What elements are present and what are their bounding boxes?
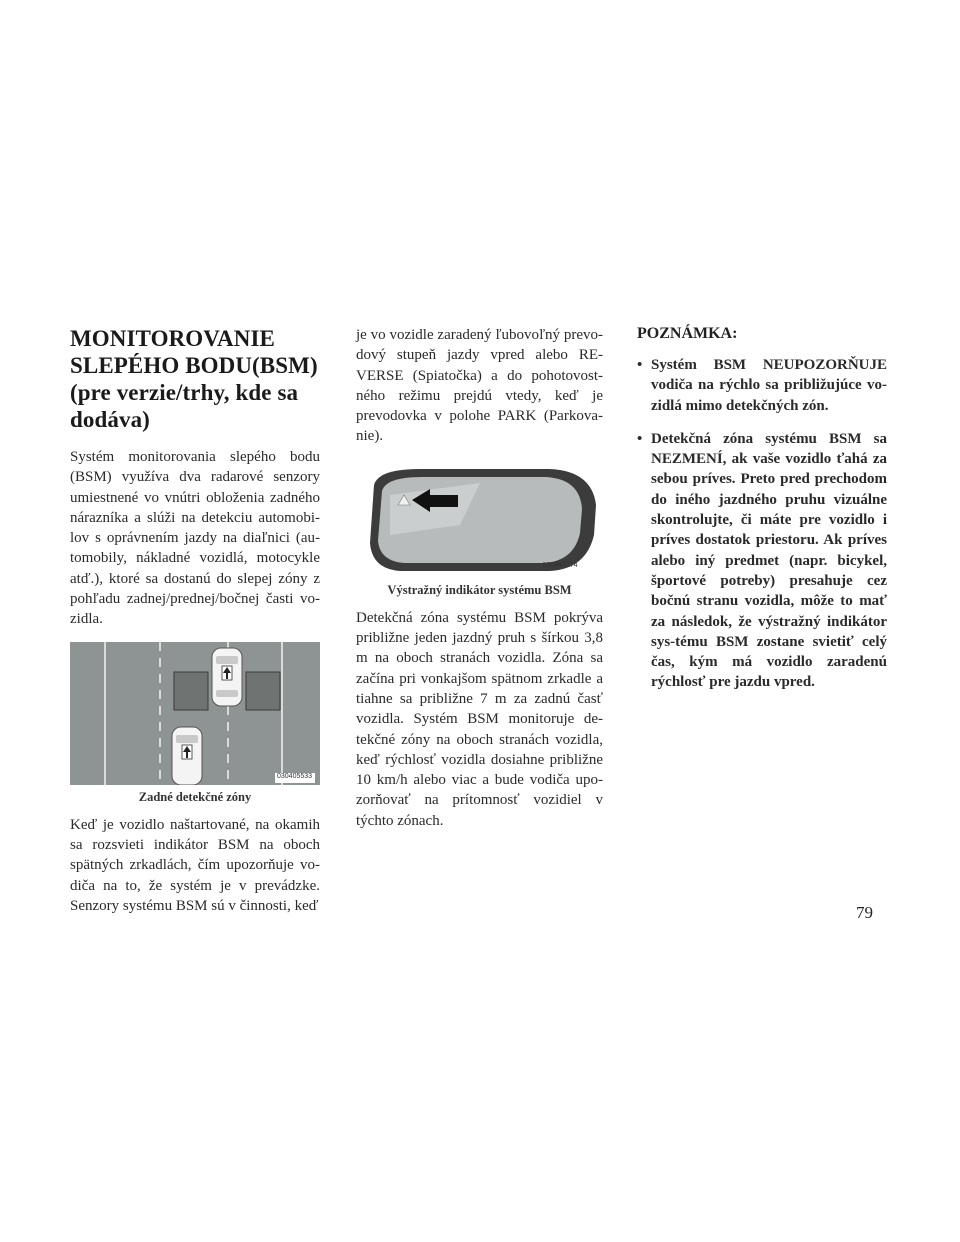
note-heading: POZNÁMKA: (637, 325, 738, 342)
title-line-3: (pre verzie/trhy, kde sa (70, 380, 299, 405)
page-number: 79 (856, 903, 873, 922)
bullet-icon: • (637, 430, 643, 447)
note-item (637, 355, 887, 416)
mirror-warning-figure (360, 465, 600, 575)
column-middle (356, 325, 603, 831)
note-item (637, 429, 887, 693)
title-line-4: dodáva) (70, 407, 150, 432)
title-line-1: MONITOROVANIE (70, 326, 275, 351)
left-detection-zone (174, 672, 208, 710)
bullet-icon: • (637, 357, 643, 373)
figure-caption: Výstražný indikátor systému BSM (387, 582, 572, 597)
vehicle-bottom (172, 727, 202, 785)
section-title (70, 325, 320, 433)
column-right (637, 325, 887, 706)
title-line-2: SLEPÉHO BODU(BSM) (70, 353, 318, 378)
vehicle-top (212, 648, 242, 706)
startup-paragraph: Keď je vozidlo naštartované, na okamih sa rozsvieti indikátor BSM na oboch spätných zrkadlách, čím upozorňuje vo-diča na to, že systém je v prevádzke. Senzory systému BSM sú v činnosti, keď (70, 816, 320, 914)
figure-code: 030405533 (277, 772, 313, 780)
figure-caption: Zadné detekčné zóny (138, 789, 252, 804)
operation-paragraph: je vo vozidle zaradený ľubovoľný prevo-dový stupeň jazdy vpred alebo RE-VERSE (Spiatočka) a do pohotovost-ného režimu prejdú vtedy, keď je prevodovka v polohe PARK (Parkova-nie). (356, 327, 603, 445)
note-text: Systém BSM NEUPOZORŇUJE vodiča na rýchlo sa približujúce vo-zidlá mimo detekčných zón. (651, 357, 887, 414)
right-detection-zone (246, 672, 280, 710)
figure-code: 030440174 (542, 561, 578, 569)
note-list (637, 355, 887, 693)
note-text: Detekčná zóna systému BSM sa NEZMENÍ, ak vaše vozidlo ťahá za sebou príves. Preto pred prechodom do iného jazdného pruhu vizuálne skontrolujte, či máte pre vozidlo i príves dostatok priestoru. Ak príves alebo iný predmet (napr. bicykel, športové potreby) presahuje cez bočnú stranu vozidla, môže to mať za následok, že výstražný indikátor sys-tému BSM zostane svietiť celý čas, kým má vozidlo zaradenú rýchlosť pre jazdu vpred. (651, 430, 887, 691)
lane-diagram (70, 642, 320, 785)
zone-description-paragraph: Detekčná zóna systému BSM pokrýva približne jeden jazdný pruh s šírkou 3,8 m na oboch stranách vozidla. Zóna sa začína pri vonkajšom spätnom zrkadle a tiahne sa približne 7 m za zadnú časť vozidla. Systém BSM monitoruje de-tekčné zóny na oboch stranách vozidla, keď rýchlosť vozidla dosiahne približne 10 km/h alebo viac a bude vodiča upo-zorňovať na prítomnosť vozidiel v týchto zónach. (356, 609, 603, 829)
column-left (70, 325, 320, 916)
side-mirror-illustration (360, 465, 600, 575)
intro-paragraph: Systém monitorovania slepého bodu (BSM) využíva dva radarové senzory umiestnené vo vnútri obloženia zadného nárazníka a slúži na detekciu automobi-lov s oprávnením jazdy na diaľnici (au-tomobily, nákladné vozidlá, motocykle atď.), ktoré sa dostanú do slepej zóny z pohľadu zadnej/prednej/bočnej časti vo-zidla. (70, 449, 320, 628)
rear-detection-zones-figure (70, 642, 320, 785)
